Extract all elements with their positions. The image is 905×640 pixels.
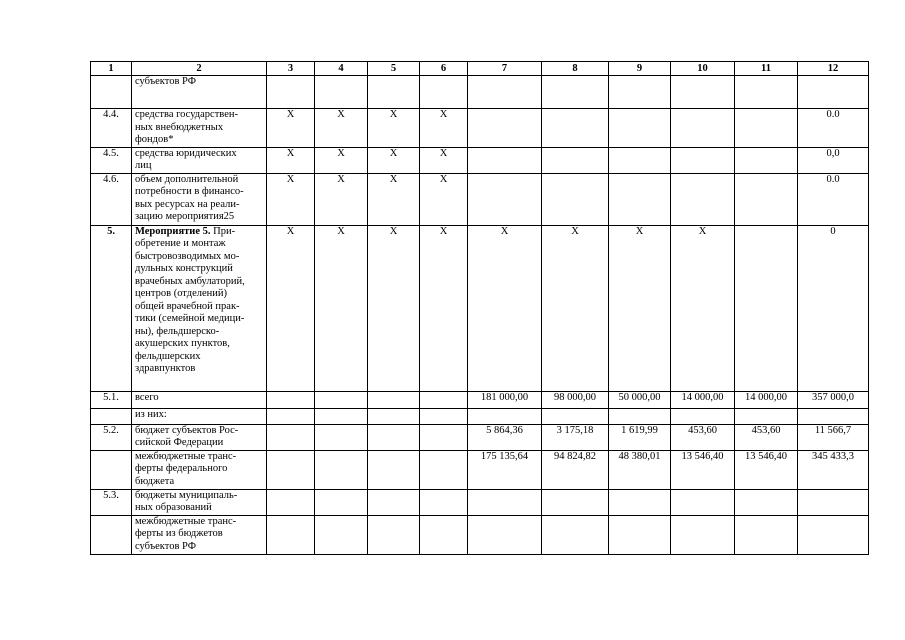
col-header: 5 — [368, 62, 420, 76]
table-cell — [368, 489, 420, 515]
row-title-text: При- обретение и монтаж быстровозводимых мо- дульных конструкций врачебных амбулаторий, центров (отделений) общей врачебной прак- тики (семейной медици- ны), фельдшерско- акушерских пунктов, фельдшерских здравпунктов — [135, 225, 245, 374]
row-title — [132, 424, 267, 450]
table-cell: 345 433,3 — [798, 450, 869, 489]
table-cell — [542, 76, 609, 109]
table-cell — [468, 408, 542, 424]
row-title — [132, 225, 267, 391]
col-header: 12 — [798, 62, 869, 76]
row-number: 4.4. — [91, 109, 132, 148]
table-cell: 48 380,01 — [609, 450, 671, 489]
table-cell — [671, 109, 735, 148]
table-row — [91, 173, 869, 225]
row-number: 5.2. — [91, 424, 132, 450]
row-title-text: межбюджетные транс- ферты федерального бюджета — [135, 450, 237, 487]
table-row — [91, 408, 869, 424]
table-cell — [542, 408, 609, 424]
table-cell — [420, 424, 468, 450]
col-header: 10 — [671, 62, 735, 76]
table-cell: Х — [368, 225, 420, 391]
table-cell — [267, 408, 315, 424]
table-cell — [267, 489, 315, 515]
col-header: 8 — [542, 62, 609, 76]
table-cell — [468, 515, 542, 554]
table-cell: 357 000,0 — [798, 391, 869, 408]
table-cell — [368, 76, 420, 109]
table-row — [91, 489, 869, 515]
table-cell — [420, 391, 468, 408]
table-cell — [542, 515, 609, 554]
row-title — [132, 147, 267, 173]
table-cell — [468, 147, 542, 173]
table-cell: Х — [315, 147, 368, 173]
table-cell — [798, 76, 869, 109]
table-cell: 0.0 — [798, 109, 869, 148]
table-cell — [735, 76, 798, 109]
table-cell — [609, 173, 671, 225]
table-cell — [420, 450, 468, 489]
table-cell: 0 — [798, 225, 869, 391]
table-cell — [315, 489, 368, 515]
table-row — [91, 225, 869, 391]
row-title-text: бюджет субъектов Рос- сийской Федерации — [135, 424, 239, 448]
table-cell — [542, 147, 609, 173]
table-body — [91, 76, 869, 555]
table-cell — [468, 76, 542, 109]
table-cell: 0,0 — [798, 147, 869, 173]
table-row — [91, 391, 869, 408]
row-number — [91, 450, 132, 489]
table-cell — [267, 515, 315, 554]
row-title — [132, 76, 267, 109]
row-title — [132, 408, 267, 424]
col-header: 11 — [735, 62, 798, 76]
row-number — [91, 408, 132, 424]
row-title — [132, 173, 267, 225]
row-title — [132, 450, 267, 489]
col-header: 9 — [609, 62, 671, 76]
row-title-text: средства юридических лиц — [135, 147, 237, 171]
table-cell — [671, 408, 735, 424]
col-header: 1 — [91, 62, 132, 76]
table-cell — [420, 515, 468, 554]
table-cell — [609, 408, 671, 424]
table-cell: Х — [420, 147, 468, 173]
header-row — [91, 62, 869, 76]
table-cell — [368, 391, 420, 408]
row-title — [132, 109, 267, 148]
row-number: 4.5. — [91, 147, 132, 173]
row-number: 5.1. — [91, 391, 132, 408]
table-cell: Х — [267, 225, 315, 391]
table-cell: Х — [315, 225, 368, 391]
table-cell: Х — [542, 225, 609, 391]
table-cell: Х — [420, 173, 468, 225]
table-cell — [267, 424, 315, 450]
table-cell — [735, 515, 798, 554]
table-cell — [468, 489, 542, 515]
table-cell — [735, 109, 798, 148]
table-cell: 1 619,99 — [609, 424, 671, 450]
table-cell — [368, 515, 420, 554]
col-header: 4 — [315, 62, 368, 76]
table-cell: 13 546,40 — [671, 450, 735, 489]
table-cell — [542, 489, 609, 515]
table-cell — [420, 489, 468, 515]
table-cell — [609, 109, 671, 148]
table-cell: 0.0 — [798, 173, 869, 225]
table-cell — [267, 76, 315, 109]
table-cell — [368, 424, 420, 450]
table-cell: Х — [315, 173, 368, 225]
row-title-text: средства государствен- ных внебюджетных фондов* — [135, 109, 238, 145]
table-cell: 14 000,00 — [735, 391, 798, 408]
table-cell — [315, 450, 368, 489]
table-cell — [735, 225, 798, 391]
table-cell — [735, 173, 798, 225]
row-title-text: бюджеты муниципаль- ных образований — [135, 489, 238, 513]
table-cell — [609, 147, 671, 173]
table-cell — [671, 76, 735, 109]
row-title — [132, 515, 267, 554]
row-number: 5.3. — [91, 489, 132, 515]
table-cell: Х — [267, 109, 315, 148]
row-title-text: из них: — [135, 408, 167, 420]
row-number — [91, 76, 132, 109]
row-number — [91, 515, 132, 554]
table-cell — [542, 173, 609, 225]
table-cell: 11 566,7 — [798, 424, 869, 450]
table-cell — [468, 173, 542, 225]
table-cell: Х — [468, 225, 542, 391]
table-cell: 175 135,64 — [468, 450, 542, 489]
table-cell — [735, 147, 798, 173]
table-cell — [671, 173, 735, 225]
table-cell: 13 546,40 — [735, 450, 798, 489]
table-cell — [798, 408, 869, 424]
table-cell — [315, 391, 368, 408]
table-cell: Х — [609, 225, 671, 391]
table-cell: 3 175,18 — [542, 424, 609, 450]
row-number: 4.6. — [91, 173, 132, 225]
table-cell: 453,60 — [671, 424, 735, 450]
row-title-bold: Мероприятие 5. — [135, 225, 211, 237]
table-cell — [735, 489, 798, 515]
table-cell — [609, 76, 671, 109]
table-cell: 181 000,00 — [468, 391, 542, 408]
table-cell — [735, 408, 798, 424]
table-cell — [609, 489, 671, 515]
table-row — [91, 76, 869, 109]
table-cell — [315, 408, 368, 424]
table-cell: Х — [368, 147, 420, 173]
table-cell: Х — [368, 109, 420, 148]
table-cell: Х — [420, 225, 468, 391]
table-cell — [315, 424, 368, 450]
table-cell — [671, 147, 735, 173]
row-title — [132, 391, 267, 408]
table-cell — [420, 408, 468, 424]
table-cell: 98 000,00 — [542, 391, 609, 408]
table-row — [91, 450, 869, 489]
table-cell: 94 824,82 — [542, 450, 609, 489]
row-title-text: всего — [135, 391, 159, 403]
col-header: 3 — [267, 62, 315, 76]
row-title-text: межбюджетные транс- ферты из бюджетов субъектов РФ — [135, 515, 237, 552]
table-cell — [671, 489, 735, 515]
table-cell — [468, 109, 542, 148]
table-row — [91, 424, 869, 450]
table-cell — [267, 391, 315, 408]
table-cell — [368, 408, 420, 424]
row-title — [132, 489, 267, 515]
table-cell: Х — [267, 147, 315, 173]
table-cell: Х — [420, 109, 468, 148]
table-cell: 453,60 — [735, 424, 798, 450]
table-cell: 50 000,00 — [609, 391, 671, 408]
table-cell — [267, 450, 315, 489]
table-row — [91, 147, 869, 173]
table-row — [91, 109, 869, 148]
table-cell: 14 000,00 — [671, 391, 735, 408]
col-header: 6 — [420, 62, 468, 76]
table-cell — [798, 489, 869, 515]
table-cell — [315, 76, 368, 109]
table-cell: Х — [368, 173, 420, 225]
table-cell — [609, 515, 671, 554]
table-cell — [671, 515, 735, 554]
table-cell: 5 864,36 — [468, 424, 542, 450]
table-cell: Х — [671, 225, 735, 391]
table-cell — [368, 450, 420, 489]
row-title-text: субъектов РФ — [135, 76, 197, 87]
table-cell — [542, 109, 609, 148]
col-header: 2 — [132, 62, 267, 76]
table-cell — [798, 515, 869, 554]
financing-table — [90, 61, 869, 555]
col-header: 7 — [468, 62, 542, 76]
table-cell — [420, 76, 468, 109]
row-number: 5. — [91, 225, 132, 391]
table-cell: Х — [267, 173, 315, 225]
table-row — [91, 515, 869, 554]
row-title-text: объем дополнительной потребности в финансо- вых ресурсах на реали- зацию мероприятия25 — [135, 173, 244, 222]
table-cell — [315, 515, 368, 554]
table-cell: Х — [315, 109, 368, 148]
